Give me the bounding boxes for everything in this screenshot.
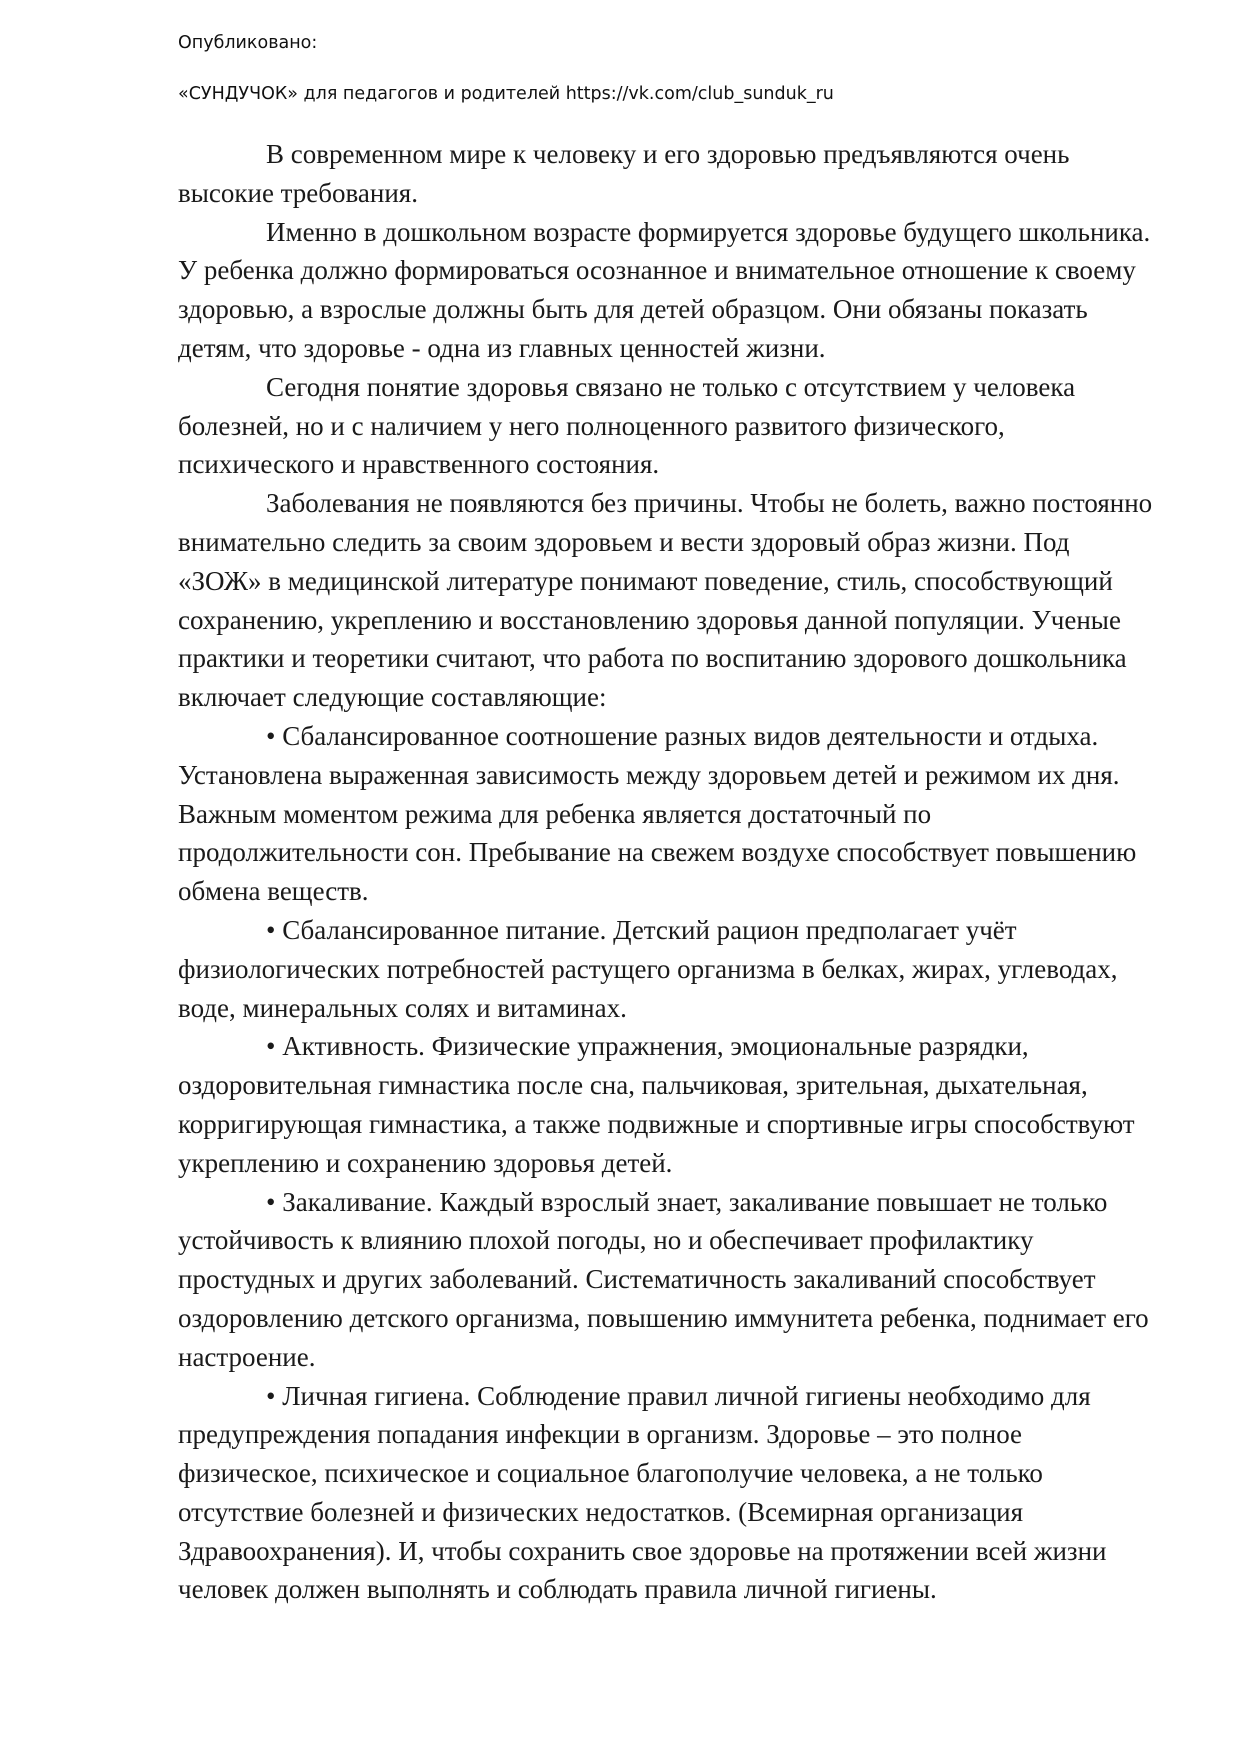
paragraph-diseases: Заболевания не появляются без причины. Чтобы не болеть, важно постоянно внимательно следить за своим здоровьем и вести здоровый образ жизни. Под «ЗОЖ» в медицинской литературе понимают поведение, стиль, способствующий сохранению, укреплению и восстановлению здоровья данной популяции. Ученые практики и теоретики считают, что работа по воспитанию здорового дошкольника включает следующие составляющие: <box>178 488 1153 713</box>
bullet-hardening: • Закаливание. Каждый взрослый знает, закаливание повышает не только устойчивость к влиянию плохой погоды, но и обеспечивает профилактику простудных и других заболеваний. Систематичность закаливаний способствует оздоровлению детского организма, повышению иммунитета ребенка, поднимает его настроение. <box>178 1186 1149 1372</box>
article-body <box>178 135 1158 1609</box>
bullet-activity-balance: • Сбалансированное соотношение разных видов деятельности и отдыха. Установлена выраженная зависимость между здоровьем детей и режимом их дня. Важным моментом режима для ребенка является достаточный по продолжительности сон. Пребывание на свежем воздухе способствует повышению обмена веществ. <box>178 720 1137 907</box>
source-line: «СУНДУЧОК» для педагогов и родителей https://vk.com/club_sunduk_ru <box>178 84 834 104</box>
bullet-activity: • Активность. Физические упражнения, эмоциональные разрядки, оздоровительная гимнастика после сна, пальчиковая, зрительная, дыхательная, корригирующая гимнастика, а также подвижные и спортивные игры способствуют укреплению и сохранению здоровья детей. <box>178 1031 1135 1178</box>
bullet-hygiene: • Личная гигиена. Соблюдение правил личной гигиены необходимо для предупреждения попадания инфекции в организм. Здоровье – это полное физическое, психическое и социальное благополучие человека, а не только отсутствие болезней и физических недостатков. (Всемирная организация Здравоохранения). И, чтобы сохранить свое здоровье на протяжении всей жизни человек должен выполнять и соблюдать правила личной гигиены. <box>178 1380 1107 1605</box>
published-label: Опубликовано: <box>178 33 318 53</box>
paragraph-preschool-age: Именно в дошкольном возрасте формируется здоровье будущего школьника. У ребенка должно формироваться осознанное и внимательное отношение к своему здоровью, а взрослые должны быть для детей образцом. Они обязаны показать детям, что здоровье - одна из главных ценностей жизни. <box>178 216 1151 363</box>
bullet-nutrition: • Сбалансированное питание. Детский рацион предполагает учёт физиологических потребностей растущего организма в белках, жирах, углеводах, воде, минеральных солях и витаминах. <box>178 914 1118 1023</box>
paragraph-health-concept: Сегодня понятие здоровья связано не только с отсутствием у человека болезней, но и с наличием у него полноценного развитого физического, психического и нравственного состояния. <box>178 371 1076 480</box>
paragraph-intro: В современном мире к человеку и его здоровью предъявляются очень высокие требования. <box>178 139 1070 208</box>
